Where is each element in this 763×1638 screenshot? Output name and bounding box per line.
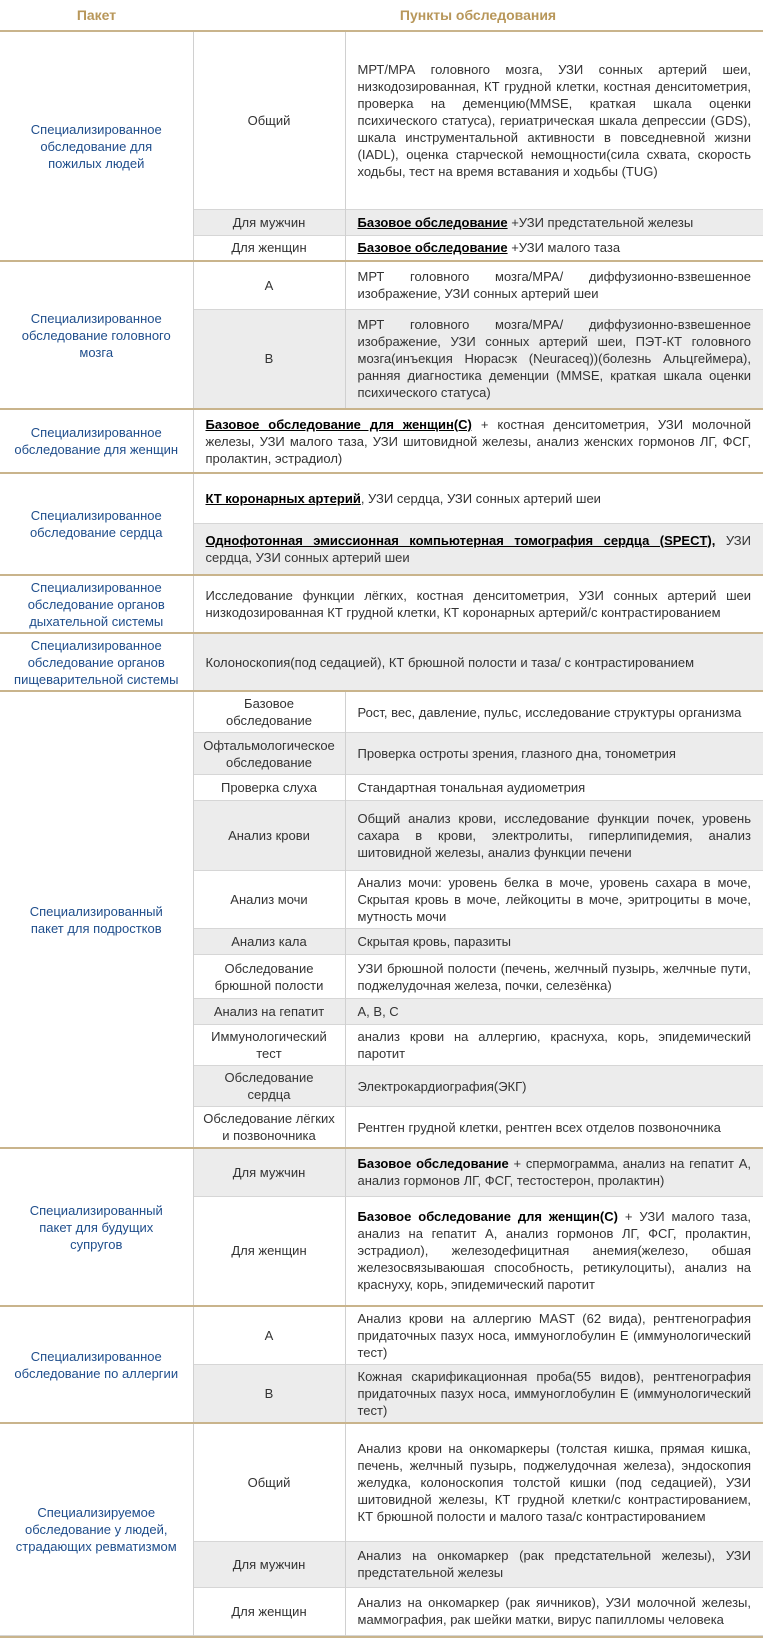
package-name: Специализируемое обследование у людей, страдающих ревматизмом — [0, 1423, 193, 1635]
sub-label: Для женщин — [193, 1587, 345, 1635]
table-row — [0, 691, 763, 733]
sub-label: Проверка слуха — [193, 775, 345, 801]
items-text: Исследование функции лёгких, костная денситометрия, УЗИ сонных артерий шеи низкодозированная КТ грудной клетки, КТ коронарных артерий/с контрастированием — [193, 575, 763, 633]
table-row — [0, 633, 763, 691]
items-bold: КТ коронарных артерий — [205, 490, 361, 506]
sub-label: B — [193, 309, 345, 409]
table-row — [0, 1148, 763, 1196]
package-name: Специализированное обследование для женщин — [0, 409, 193, 473]
items-text: A, B, C — [345, 999, 763, 1025]
sub-label: Анализ кала — [193, 929, 345, 955]
sub-label: Анализ мочи — [193, 871, 345, 929]
package-name: Специализированное обследование головного мозга — [0, 261, 193, 409]
table-row — [0, 261, 763, 309]
items-rest: +УЗИ предстательной железы — [507, 214, 694, 230]
sub-label: Иммунологический тест — [193, 1025, 345, 1066]
sub-label: Обследование брюшной полости — [193, 955, 345, 999]
items-text: Анализ крови на онкомаркеры (толстая кишка, прямая кишка, печень, желчный пузырь, поджелудочная железа), эндоскопия желудка, колоноскопия толстой кишки (под седацией), УЗИ шитовидной железы, КТ грудной клетки/с контрастированием, КТ брюшной полости и малого таза/с контрастированием — [345, 1423, 763, 1541]
items-rest: УЗИ сердца, УЗИ сонных артерий шеи — [205, 532, 751, 565]
items-text: МРТ/МРА головного мозга, УЗИ сонных артерий шеи, низкодозированная, КТ грудной клетки, костная денситометрия, проверка на деменцию(MMSE, краткая шкала оценки психического статуса), гериатрическая шкала депрессии (GDS), шкала инструментальной активности в повседневной жизни (IADL), оценка старческой немощности(сила схвата, скорость ходьбы, тест на время вставания и ходьбы (TUG) — [357, 61, 751, 179]
table-row — [0, 409, 763, 473]
table-row — [0, 31, 763, 209]
package-name: Специализированное обследование органов дыхательной системы — [0, 575, 193, 633]
package-name: Специализированное обследование органов пищеварительной системы — [0, 633, 193, 691]
sub-label: B — [193, 1365, 345, 1424]
table-bottom-rule — [0, 1636, 763, 1638]
items-text: МРТ головного мозга/МРА/ диффузионно-взвешенное изображение, УЗИ сонных артерий шеи, ПЭТ-КТ головного мозга(инъекция Нюрасэк (Neuraceq))(болезнь Альцгеймера), ранняя диагностика деменции (MMSE, краткая шкала оценки психического статуса) — [345, 309, 763, 409]
items-rest: +УЗИ малого таза — [507, 240, 621, 256]
items-text — [345, 235, 763, 261]
items-rest: , УЗИ сердца, УЗИ сонных артерий шеи — [360, 490, 601, 506]
items-text — [193, 473, 763, 523]
items-text: Кожная скарификационная проба(55 видов), рентгенография придаточных пазух носа, иммуноглобулин Е (иммунологический тест) — [345, 1365, 763, 1424]
sub-label: A — [193, 1306, 345, 1365]
header-package: Пакет — [0, 0, 193, 31]
items-text: МРТ головного мозга/МРА/ диффузионно-взвешенное изображение, УЗИ сонных артерий шеи — [345, 261, 763, 309]
items-bold: Базовое обследование — [357, 240, 508, 256]
items-bold: Базовое обследование для женщин(С) — [205, 416, 472, 432]
sub-label: Общий — [193, 1423, 345, 1541]
sub-label: Базовое обследование — [193, 691, 345, 733]
items-text: Стандартная тональная аудиометрия — [357, 780, 586, 795]
table-row — [0, 473, 763, 523]
items-text: Проверка остроты зрения, глазного дна, тонометрия — [345, 733, 763, 775]
sub-label: Общий — [193, 31, 345, 209]
package-name: Специализированный пакет для подростков — [0, 691, 193, 1148]
items-text: Анализ крови на аллергию MAST (62 вида), рентгенография придаточных пазух носа, иммуноглобулин Е (иммунологический тест) — [345, 1306, 763, 1365]
table-row — [0, 1423, 763, 1541]
sub-label: Обследование лёгких и позвоночника — [193, 1107, 345, 1149]
items-rest: + спермограмма, анализ на гепатит А, анализ гормонов ЛГ, ФСГ, тестостерон, пролактин) — [357, 1156, 751, 1189]
sub-label: Офтальмологическое обследование — [193, 733, 345, 775]
items-rest: + УЗИ малого таза, анализ на гепатит А, анализ гормонов ЛГ, ФСГ, пролактин, эстрадиол), железодефицитная анемия(железо, обшая железосвязываюшая способность, ретикулоциты), анализ на краснуху, корь, эпидемический паротит — [357, 1209, 752, 1293]
items-text: Анализ на онкомаркер (рак предстательной железы), УЗИ предстательной железы — [345, 1541, 763, 1587]
items-text: анализ крови на аллергию, краснуха, корь, эпидемический паротит — [357, 1029, 751, 1061]
package-name: Специализированный пакет для будущих супругов — [0, 1148, 193, 1306]
items-text: УЗИ брюшной полости (печень, желчный пузырь, желчные пути, поджелудочная железа, почки, селезёнка) — [357, 960, 751, 993]
items-text: Анализ на онкомаркер (рак яичников), УЗИ молочной железы, маммография, рак шейки матки, вирус папилломы человека — [357, 1595, 751, 1627]
items-bold: Базовое обследование — [357, 214, 508, 230]
items-text: Колоноскопия(под седацией), КТ брюшной полости и таза/ с контрастированием — [193, 633, 763, 691]
sub-label: Для мужчин — [193, 209, 345, 235]
table-row — [0, 1306, 763, 1365]
items-text: Рентген грудной клетки, рентген всех отделов позвоночника — [357, 1119, 721, 1135]
items-text: Электрокардиография(ЭКГ) — [345, 1066, 763, 1107]
items-text — [345, 209, 763, 235]
sub-label: Для мужчин — [193, 1148, 345, 1196]
items-bold: Базовое обследование для женщин(С) — [357, 1209, 618, 1225]
items-bold: Базовое обследование — [357, 1156, 509, 1172]
items-text — [345, 1148, 763, 1196]
items-text: Скрытая кровь, паразиты — [345, 929, 763, 955]
items-rest: + костная денситометрия, УЗИ молочной железы, УЗИ малого таза, УЗИ шитовидной железы, анализ женских гормонов ЛГ, ФСГ, пролактин, эстрадиол) — [205, 416, 752, 466]
items-text — [193, 523, 763, 575]
items-bold: Однофотонная эмиссионная компьютерная томография сердца (SPECT), — [205, 532, 716, 548]
sub-label: Анализ на гепатит — [193, 999, 345, 1025]
sub-label: A — [193, 261, 345, 309]
sub-label: Для женщин — [193, 1196, 345, 1306]
package-name: Специализированное обследование по аллергии — [0, 1306, 193, 1423]
sub-label: Для мужчин — [193, 1541, 345, 1587]
package-name: Специализированное обследование сердца — [0, 473, 193, 575]
items-text — [345, 1196, 763, 1306]
table-header — [0, 0, 763, 31]
items-text — [193, 409, 763, 473]
sub-label: Анализ крови — [193, 801, 345, 871]
package-name: Специализированное обследование для пожилых людей — [30, 121, 162, 171]
items-text: Анализ мочи: уровень белка в моче, уровень сахара в моче, Скрытая кровь в моче, лейкоциты в моче, эритроциты в моче, мутность мочи — [357, 875, 751, 924]
sub-label: Для женщин — [193, 235, 345, 261]
items-text: Рост, вес, давление, пульс, исследование структуры организма — [345, 691, 763, 733]
header-items: Пункты обследования — [193, 0, 763, 31]
sub-label: Обследование сердца — [193, 1066, 345, 1107]
table-row — [0, 575, 763, 633]
items-text: Общий анализ крови, исследование функции почек, уровень сахара в крови, электролиты, гиперлипидемия, анализ шитовидной железы, анализ функции печени — [345, 801, 763, 871]
